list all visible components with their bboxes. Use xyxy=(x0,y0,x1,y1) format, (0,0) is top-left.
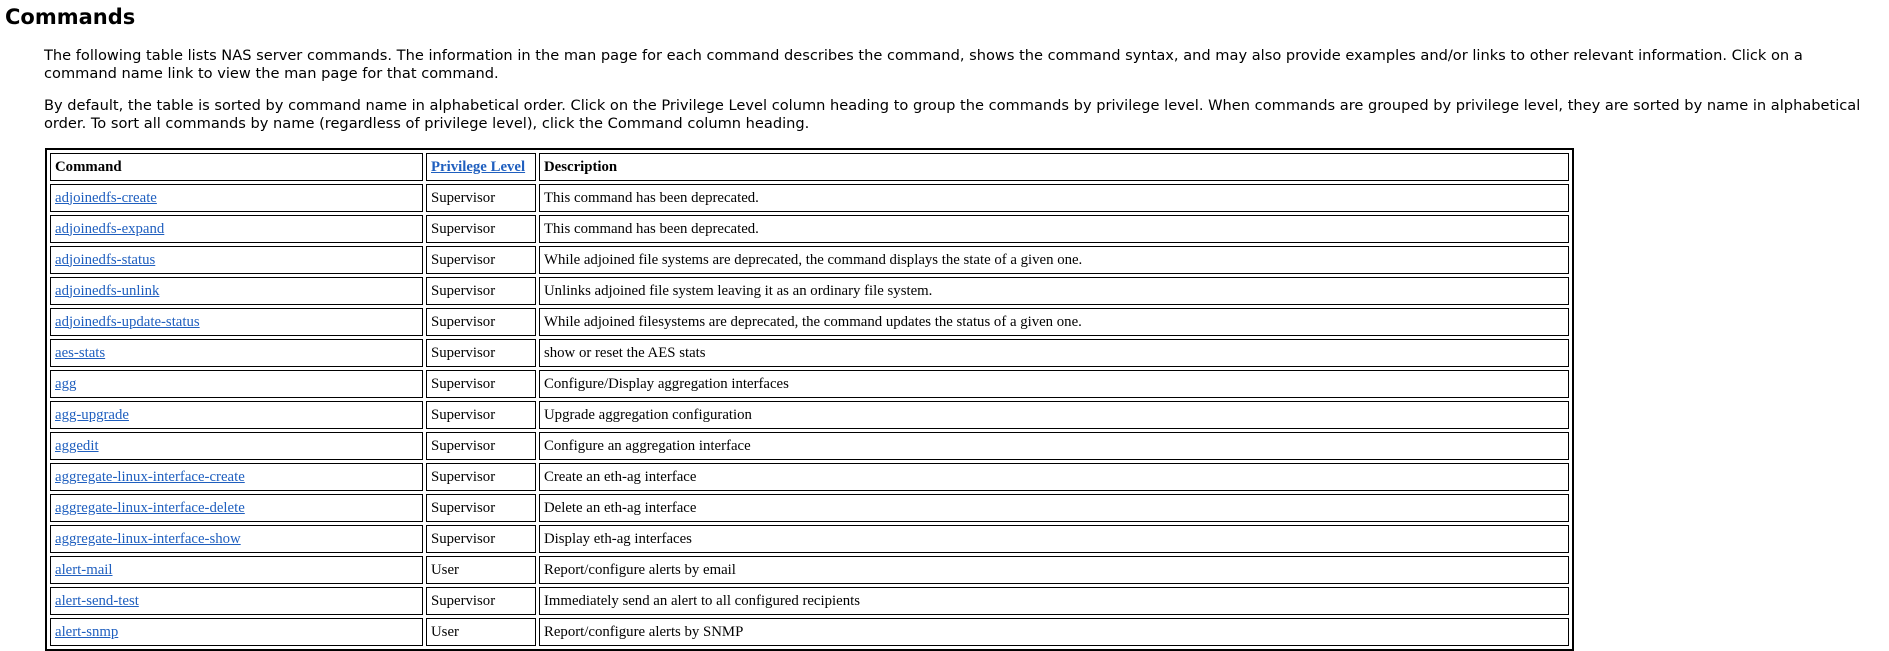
table-row xyxy=(50,432,1569,460)
command-cell xyxy=(50,463,423,491)
table-row xyxy=(50,277,1569,305)
description-cell: Unlinks adjoined file system leaving it as an ordinary file system. xyxy=(539,277,1569,305)
command-link[interactable]: alert-send-test xyxy=(55,592,139,609)
command-cell xyxy=(50,618,423,646)
table-row xyxy=(50,370,1569,398)
privilege-level-cell: Supervisor xyxy=(426,494,536,522)
description-cell: While adjoined filesystems are deprecated, the command updates the status of a given one. xyxy=(539,308,1569,336)
command-link[interactable]: adjoinedfs-expand xyxy=(55,220,165,237)
privilege-level-cell: Supervisor xyxy=(426,215,536,243)
command-link[interactable]: agg-upgrade xyxy=(55,406,129,423)
privilege-level-cell: Supervisor xyxy=(426,339,536,367)
command-link[interactable]: aggregate-linux-interface-delete xyxy=(55,499,245,516)
privilege-level-cell: Supervisor xyxy=(426,308,536,336)
command-column-header[interactable]: Command xyxy=(50,153,423,181)
commands-table xyxy=(45,148,1574,651)
command-link[interactable]: adjoinedfs-unlink xyxy=(55,282,160,299)
command-link[interactable]: aes-stats xyxy=(55,344,106,361)
commands-table-body xyxy=(50,184,1569,646)
table-row xyxy=(50,587,1569,615)
command-cell xyxy=(50,494,423,522)
command-link[interactable]: adjoinedfs-update-status xyxy=(55,313,200,330)
command-cell xyxy=(50,246,423,274)
privilege-level-cell: Supervisor xyxy=(426,277,536,305)
command-cell xyxy=(50,370,423,398)
description-cell: show or reset the AES stats xyxy=(539,339,1569,367)
table-row xyxy=(50,556,1569,584)
table-row xyxy=(50,184,1569,212)
command-link[interactable]: adjoinedfs-status xyxy=(55,251,156,268)
command-link[interactable]: agg xyxy=(55,375,77,392)
privilege-level-cell: User xyxy=(426,556,536,584)
intro-paragraph-1: The following table lists NAS server commands. The information in the man page for each command describes the command, shows the command syntax, and may also provide examples and/or links to other relevant information. Click on a command name link to view the man page for that command. xyxy=(44,47,1803,82)
table-row xyxy=(50,401,1569,429)
command-link[interactable]: adjoinedfs-create xyxy=(55,189,157,206)
description-cell: Configure an aggregation interface xyxy=(539,432,1569,460)
table-row xyxy=(50,308,1569,336)
command-link[interactable]: alert-mail xyxy=(55,561,113,578)
description-column-header: Description xyxy=(539,153,1569,181)
privilege-level-cell: Supervisor xyxy=(426,587,536,615)
description-cell: Report/configure alerts by SNMP xyxy=(539,618,1569,646)
description-cell: Create an eth-ag interface xyxy=(539,463,1569,491)
description-cell: While adjoined file systems are deprecated, the command displays the state of a given one. xyxy=(539,246,1569,274)
command-link[interactable]: alert-snmp xyxy=(55,623,119,640)
command-link[interactable]: aggedit xyxy=(55,437,99,454)
description-cell: This command has been deprecated. xyxy=(539,215,1569,243)
description-cell: Report/configure alerts by email xyxy=(539,556,1569,584)
privilege-level-sort-link[interactable]: Privilege Level xyxy=(431,158,526,175)
privilege-level-cell: Supervisor xyxy=(426,246,536,274)
description-cell: This command has been deprecated. xyxy=(539,184,1569,212)
privilege-level-column-header xyxy=(426,153,536,181)
command-cell xyxy=(50,184,423,212)
table-row xyxy=(50,494,1569,522)
table-row xyxy=(50,525,1569,553)
command-cell xyxy=(50,525,423,553)
command-cell xyxy=(50,277,423,305)
privilege-level-cell: Supervisor xyxy=(426,184,536,212)
command-link[interactable]: aggregate-linux-interface-create xyxy=(55,468,245,485)
command-cell xyxy=(50,339,423,367)
description-cell: Display eth-ag interfaces xyxy=(539,525,1569,553)
table-row xyxy=(50,339,1569,367)
description-cell: Configure/Display aggregation interfaces xyxy=(539,370,1569,398)
description-cell: Immediately send an alert to all configured recipients xyxy=(539,587,1569,615)
command-link[interactable]: aggregate-linux-interface-show xyxy=(55,530,241,547)
privilege-level-cell: Supervisor xyxy=(426,432,536,460)
description-cell: Delete an eth-ag interface xyxy=(539,494,1569,522)
command-cell xyxy=(50,308,423,336)
privilege-level-cell: Supervisor xyxy=(426,370,536,398)
table-row xyxy=(50,463,1569,491)
privilege-level-cell: Supervisor xyxy=(426,401,536,429)
table-row xyxy=(50,618,1569,646)
privilege-level-cell: User xyxy=(426,618,536,646)
description-cell: Upgrade aggregation configuration xyxy=(539,401,1569,429)
privilege-level-cell: Supervisor xyxy=(426,463,536,491)
privilege-level-cell: Supervisor xyxy=(426,525,536,553)
table-row xyxy=(50,215,1569,243)
table-header-row xyxy=(50,153,1569,181)
table-row xyxy=(50,246,1569,274)
command-cell xyxy=(50,432,423,460)
intro-paragraph-2: By default, the table is sorted by command name in alphabetical order. Click on the Privilege Level column heading to group the commands by privilege level. When commands are grouped by privilege level, they are sorted by name in alphabetical order. To sort all commands by name (regardless of privilege level), click the Command column heading. xyxy=(44,97,1861,132)
page-title: Commands xyxy=(5,5,136,29)
command-cell xyxy=(50,401,423,429)
command-cell xyxy=(50,556,423,584)
command-cell xyxy=(50,215,423,243)
command-cell xyxy=(50,587,423,615)
